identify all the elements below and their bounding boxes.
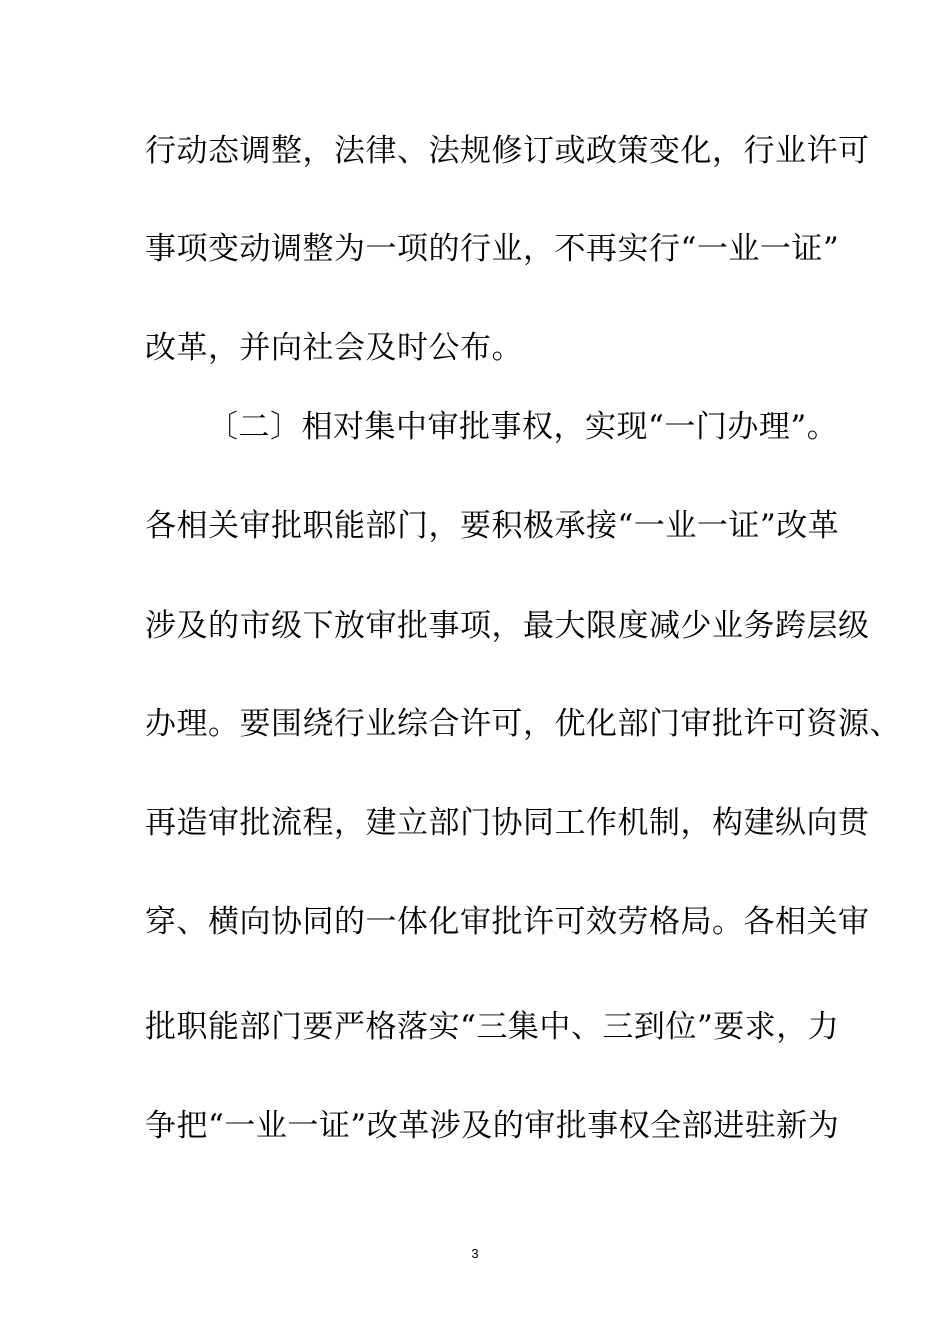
body-text-line: 事项变动调整为一项的行业，不再实行“一业一证” bbox=[145, 231, 840, 267]
body-text-line: 各相关审批职能部门，要积极承接“一业一证”改革 bbox=[145, 508, 840, 544]
body-text-line: 批职能部门要严格落实“三集中、三到位”要求，力 bbox=[145, 1009, 840, 1045]
body-text-line: 再造审批流程，建立部门协同工作机制，构建纵向贯 bbox=[145, 805, 870, 841]
body-text-line: 争把“一业一证”改革涉及的审批事权全部进驻新为 bbox=[145, 1108, 840, 1144]
body-text-line: 改革，并向社会及时公布。 bbox=[145, 330, 523, 366]
section-heading: 〔二〕相对集中审批事权，实现“一门办理”。 bbox=[207, 409, 839, 445]
body-text-line: 行动态调整，法律、法规修订或政策变化，行业许可 bbox=[145, 133, 870, 169]
body-text-line: 办理。要围绕行业综合许可，优化部门审批许可资源、 bbox=[145, 706, 901, 742]
body-text-line: 涉及的市级下放审批事项，最大限度减少业务跨层级 bbox=[145, 608, 870, 644]
body-text-line: 穿、横向协同的一体化审批许可效劳格局。各相关审 bbox=[145, 904, 870, 940]
page-number: 3 bbox=[471, 1246, 479, 1261]
